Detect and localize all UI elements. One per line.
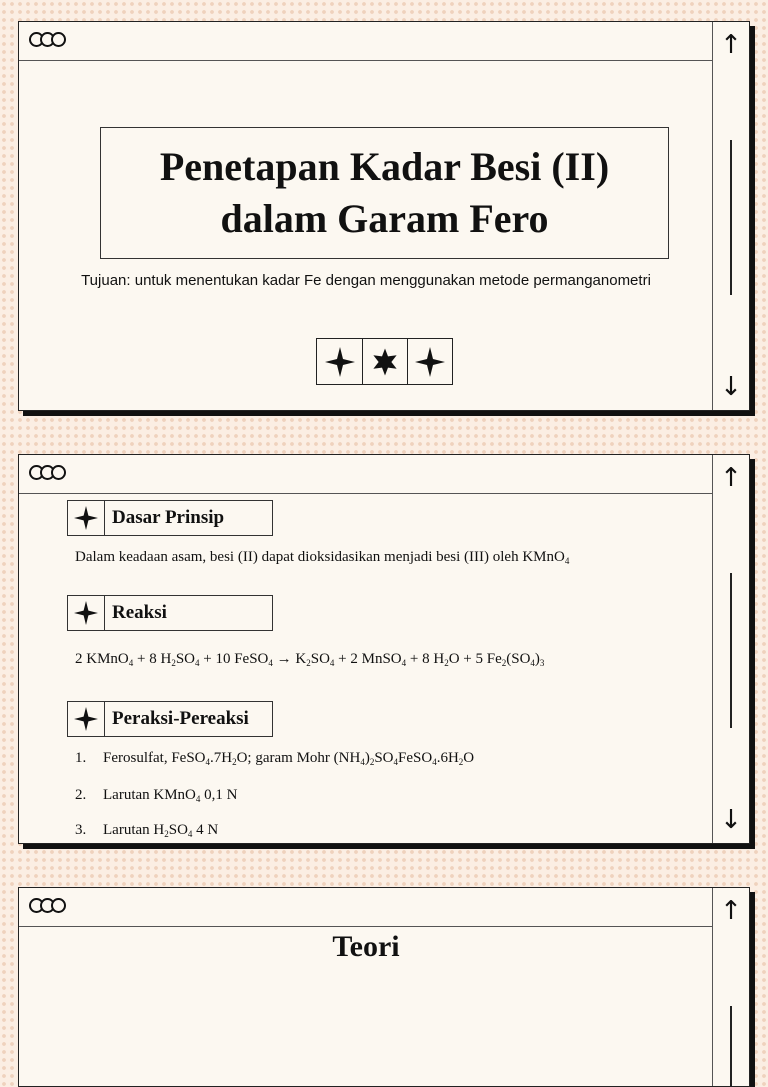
list-item: 1. Ferosulfat, $FeSO_4.7H_2O$; garam Mohr $(NH_4)_2SO_4FeSO_4.6H_2O$: [75, 750, 475, 767]
section-header-pereaksi: Peraksi-Pereaksi: [67, 701, 273, 737]
arrow-up-icon[interactable]: ↑: [720, 463, 742, 493]
four-point-star-icon: [407, 339, 452, 384]
four-point-star-icon: [68, 596, 105, 630]
reaction-equation: 2 KMnO$_4$ + 8 $H_2SO_4 + 10$ FeSO$_4$ → $K_2SO_4 + 2$ MnSO$_4$ + 8 $H_2O + 5$ $Fe_2(SO_4)_3$: [75, 651, 545, 668]
arrow-up-icon[interactable]: ↑: [720, 896, 742, 926]
section-header-dasar-prinsip: Dasar Prinsip: [67, 500, 273, 536]
scrollbar[interactable]: [712, 22, 749, 410]
scrollbar[interactable]: [712, 455, 749, 843]
scrollbar[interactable]: [712, 888, 749, 1086]
six-point-star-icon: [362, 339, 407, 384]
window-topbar: [19, 22, 713, 61]
list-item: 2. Larutan KMnO$_4$ 0,1 N: [75, 787, 238, 804]
section-title-teori: Teori: [332, 930, 400, 963]
scroll-track[interactable]: [730, 140, 732, 295]
slide-title: [18, 21, 750, 411]
section-header-reaksi: Reaksi: [67, 595, 273, 631]
three-circles-icon: [29, 32, 62, 47]
arrow-down-icon[interactable]: ↓: [720, 805, 742, 835]
four-point-star-icon: [68, 702, 105, 736]
list-item: 3. Larutan $H_2SO_4$ 4 N: [75, 822, 219, 839]
arrow-down-icon[interactable]: ↓: [720, 372, 742, 402]
star-ornament: [316, 338, 453, 385]
slide-content: [18, 454, 750, 844]
four-point-star-icon: [68, 501, 105, 535]
slide-teori: [18, 887, 750, 1087]
scroll-track[interactable]: [730, 1006, 732, 1086]
dasar-prinsip-text: Dalam keadaan asam, besi (II) dapat dioksidasikan menjadi besi (III) oleh KMnO$_4$: [75, 549, 570, 566]
window-topbar: [19, 455, 713, 494]
scroll-track[interactable]: [730, 573, 732, 728]
three-circles-icon: [29, 465, 62, 480]
page-title: Penetapan Kadar Besi (II) dalam Garam Fero: [159, 144, 610, 241]
four-point-star-icon: [317, 339, 362, 384]
window-topbar: [19, 888, 713, 927]
title-box: [100, 127, 669, 259]
arrow-up-icon[interactable]: ↑: [720, 30, 742, 60]
three-circles-icon: [29, 898, 62, 913]
subtitle-objective: Tujuan: untuk menentukan kadar Fe dengan menggunakan metode permanganometri: [81, 272, 651, 289]
